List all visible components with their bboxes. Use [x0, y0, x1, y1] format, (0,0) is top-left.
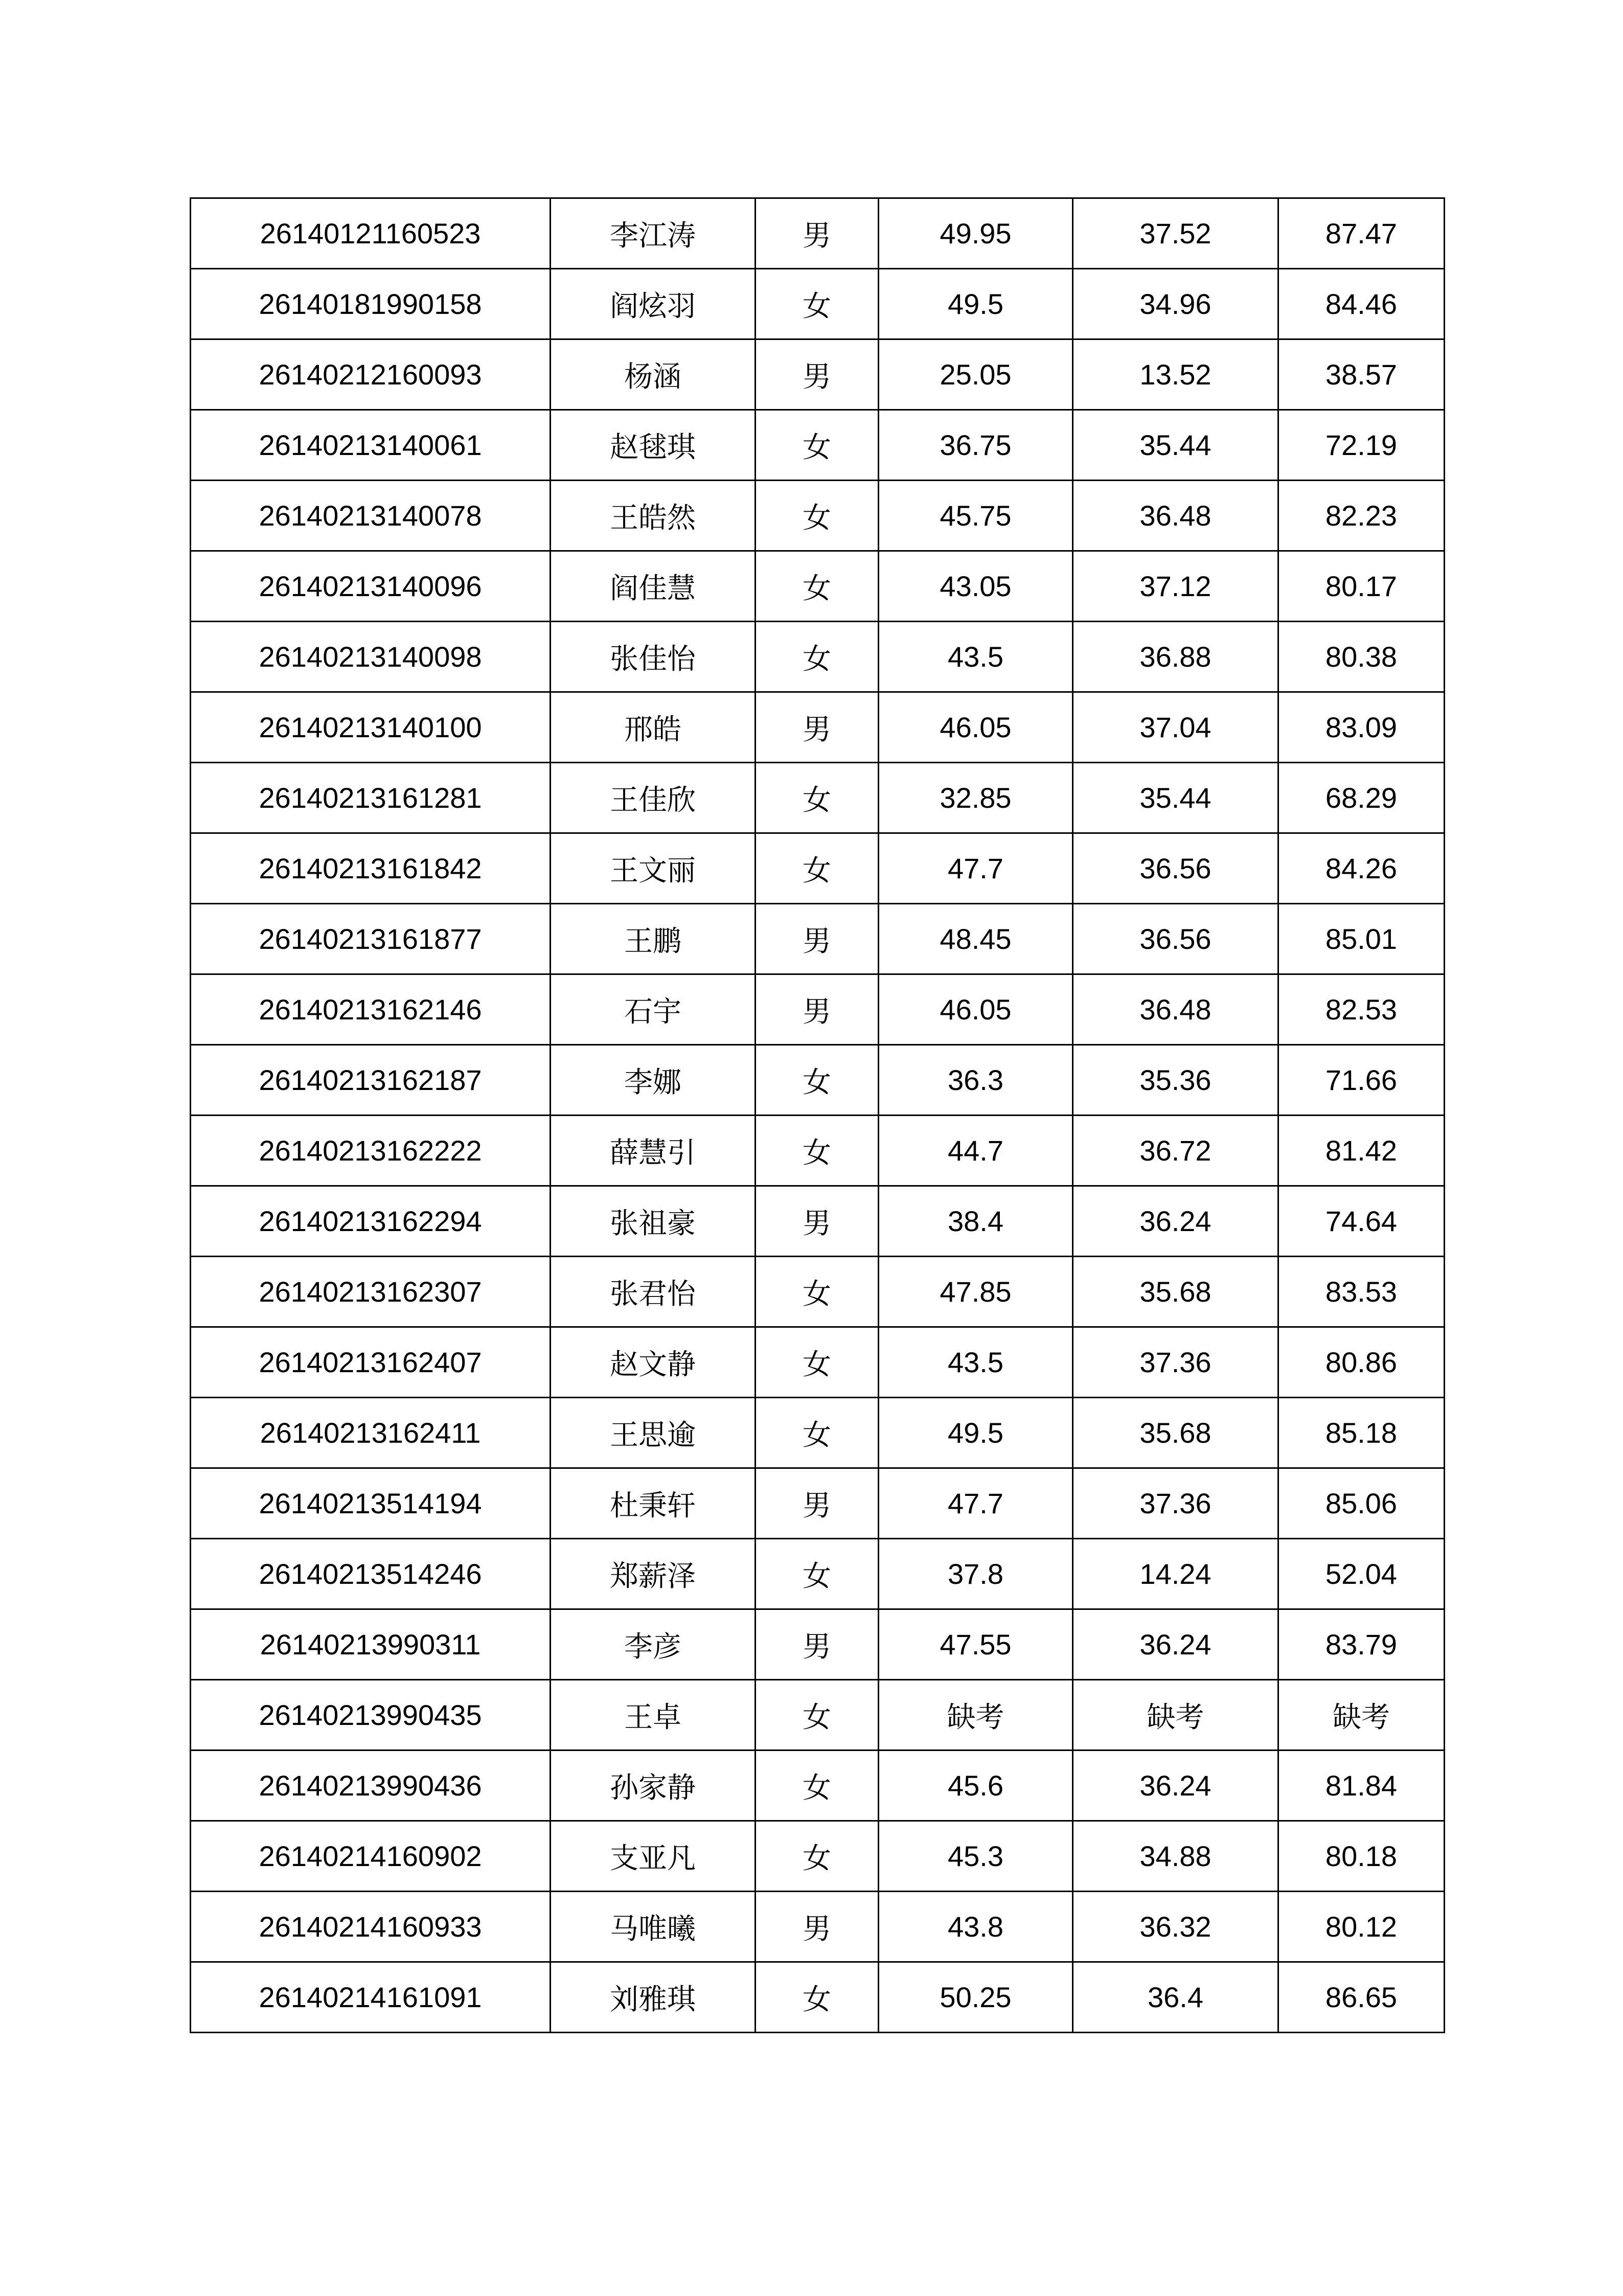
- exam-id-cell: 26140213162411: [191, 1398, 551, 1468]
- score-1-cell: 43.8: [879, 1892, 1073, 1962]
- exam-id-cell: 26140213990435: [191, 1680, 551, 1751]
- gender-cell: 男: [756, 904, 879, 974]
- score-1-cell: 45.6: [879, 1751, 1073, 1821]
- total-score-cell: 80.17: [1278, 551, 1445, 622]
- total-score-cell: 84.26: [1278, 833, 1445, 904]
- student-name-cell: 张祖豪: [551, 1186, 756, 1257]
- exam-id-cell: 26140213140078: [191, 481, 551, 551]
- table-row: [191, 1257, 1445, 1327]
- score-1-cell: 49.5: [879, 269, 1073, 339]
- score-2-cell: 36.24: [1073, 1186, 1278, 1257]
- table-row: [191, 1398, 1445, 1468]
- gender-cell: 女: [756, 410, 879, 481]
- gender-cell: 男: [756, 1468, 879, 1539]
- score-2-cell: 35.68: [1073, 1257, 1278, 1327]
- score-2-cell: 36.72: [1073, 1116, 1278, 1186]
- exam-id-cell: 26140213140098: [191, 622, 551, 692]
- gender-cell: 女: [756, 1821, 879, 1892]
- table-row: [191, 410, 1445, 481]
- total-score-cell: 72.19: [1278, 410, 1445, 481]
- table-row: [191, 481, 1445, 551]
- exam-id-cell: 26140121160523: [191, 198, 551, 269]
- total-score-cell: 83.09: [1278, 692, 1445, 763]
- table-row: [191, 1116, 1445, 1186]
- student-name-cell: 赵毬琪: [551, 410, 756, 481]
- score-1-cell: 37.8: [879, 1539, 1073, 1609]
- score-2-cell: 36.24: [1073, 1609, 1278, 1680]
- student-name-cell: 张佳怡: [551, 622, 756, 692]
- exam-id-cell: 26140213161842: [191, 833, 551, 904]
- gender-cell: 男: [756, 692, 879, 763]
- student-name-cell: 王文丽: [551, 833, 756, 904]
- exam-id-cell: 26140213514246: [191, 1539, 551, 1609]
- total-score-cell: 86.65: [1278, 1962, 1445, 2033]
- exam-id-cell: 26140213162222: [191, 1116, 551, 1186]
- total-score-cell: 74.64: [1278, 1186, 1445, 1257]
- exam-id-cell: 26140213140096: [191, 551, 551, 622]
- exam-id-cell: 26140214160902: [191, 1821, 551, 1892]
- student-name-cell: 李江涛: [551, 198, 756, 269]
- score-1-cell: 47.85: [879, 1257, 1073, 1327]
- student-name-cell: 王思逾: [551, 1398, 756, 1468]
- score-table: [190, 197, 1445, 2033]
- table-row: [191, 1609, 1445, 1680]
- score-1-cell: 36.75: [879, 410, 1073, 481]
- student-name-cell: 杜秉轩: [551, 1468, 756, 1539]
- score-2-cell: 36.56: [1073, 904, 1278, 974]
- student-name-cell: 石宇: [551, 974, 756, 1045]
- total-score-cell: 85.06: [1278, 1468, 1445, 1539]
- score-2-cell: 34.96: [1073, 269, 1278, 339]
- total-score-cell: 85.18: [1278, 1398, 1445, 1468]
- score-1-cell: 49.5: [879, 1398, 1073, 1468]
- exam-id-cell: 26140214161091: [191, 1962, 551, 2033]
- score-2-cell: 34.88: [1073, 1821, 1278, 1892]
- table-row: [191, 833, 1445, 904]
- total-score-cell: 缺考: [1278, 1680, 1445, 1751]
- gender-cell: 女: [756, 833, 879, 904]
- gender-cell: 女: [756, 551, 879, 622]
- gender-cell: 男: [756, 1609, 879, 1680]
- student-name-cell: 杨涵: [551, 339, 756, 410]
- score-1-cell: 缺考: [879, 1680, 1073, 1751]
- table-row: [191, 1751, 1445, 1821]
- student-name-cell: 赵文静: [551, 1327, 756, 1398]
- score-2-cell: 36.32: [1073, 1892, 1278, 1962]
- score-1-cell: 45.3: [879, 1821, 1073, 1892]
- score-2-cell: 37.04: [1073, 692, 1278, 763]
- score-2-cell: 14.24: [1073, 1539, 1278, 1609]
- student-name-cell: 邢皓: [551, 692, 756, 763]
- score-2-cell: 37.52: [1073, 198, 1278, 269]
- total-score-cell: 82.53: [1278, 974, 1445, 1045]
- score-2-cell: 35.44: [1073, 410, 1278, 481]
- total-score-cell: 80.18: [1278, 1821, 1445, 1892]
- student-name-cell: 阎炫羽: [551, 269, 756, 339]
- student-name-cell: 刘雅琪: [551, 1962, 756, 2033]
- exam-id-cell: 26140213140061: [191, 410, 551, 481]
- total-score-cell: 68.29: [1278, 763, 1445, 833]
- table-row: [191, 974, 1445, 1045]
- gender-cell: 女: [756, 622, 879, 692]
- score-2-cell: 36.56: [1073, 833, 1278, 904]
- score-2-cell: 13.52: [1073, 339, 1278, 410]
- exam-id-cell: 26140213514194: [191, 1468, 551, 1539]
- score-1-cell: 43.5: [879, 1327, 1073, 1398]
- exam-id-cell: 26140213162146: [191, 974, 551, 1045]
- gender-cell: 女: [756, 481, 879, 551]
- score-2-cell: 37.36: [1073, 1327, 1278, 1398]
- exam-id-cell: 26140213162407: [191, 1327, 551, 1398]
- score-1-cell: 48.45: [879, 904, 1073, 974]
- gender-cell: 女: [756, 1751, 879, 1821]
- exam-id-cell: 26140213990436: [191, 1751, 551, 1821]
- student-name-cell: 王卓: [551, 1680, 756, 1751]
- exam-id-cell: 26140213140100: [191, 692, 551, 763]
- student-name-cell: 王佳欣: [551, 763, 756, 833]
- score-2-cell: 36.4: [1073, 1962, 1278, 2033]
- gender-cell: 男: [756, 974, 879, 1045]
- score-2-cell: 36.48: [1073, 481, 1278, 551]
- score-1-cell: 38.4: [879, 1186, 1073, 1257]
- score-1-cell: 49.95: [879, 198, 1073, 269]
- total-score-cell: 71.66: [1278, 1045, 1445, 1116]
- gender-cell: 女: [756, 269, 879, 339]
- gender-cell: 男: [756, 1892, 879, 1962]
- score-2-cell: 缺考: [1073, 1680, 1278, 1751]
- student-name-cell: 阎佳慧: [551, 551, 756, 622]
- exam-id-cell: 26140214160933: [191, 1892, 551, 1962]
- score-1-cell: 46.05: [879, 692, 1073, 763]
- total-score-cell: 81.42: [1278, 1116, 1445, 1186]
- score-2-cell: 36.24: [1073, 1751, 1278, 1821]
- score-2-cell: 36.48: [1073, 974, 1278, 1045]
- total-score-cell: 85.01: [1278, 904, 1445, 974]
- table-row: [191, 551, 1445, 622]
- total-score-cell: 83.79: [1278, 1609, 1445, 1680]
- gender-cell: 女: [756, 1327, 879, 1398]
- exam-id-cell: 26140213162187: [191, 1045, 551, 1116]
- score-1-cell: 36.3: [879, 1045, 1073, 1116]
- table-row: [191, 622, 1445, 692]
- table-row: [191, 339, 1445, 410]
- table-row: [191, 1186, 1445, 1257]
- score-1-cell: 47.7: [879, 1468, 1073, 1539]
- total-score-cell: 81.84: [1278, 1751, 1445, 1821]
- table-row: [191, 692, 1445, 763]
- score-1-cell: 32.85: [879, 763, 1073, 833]
- total-score-cell: 38.57: [1278, 339, 1445, 410]
- total-score-cell: 80.12: [1278, 1892, 1445, 1962]
- table-row: [191, 1327, 1445, 1398]
- table-row: [191, 763, 1445, 833]
- total-score-cell: 84.46: [1278, 269, 1445, 339]
- gender-cell: 女: [756, 1045, 879, 1116]
- exam-id-cell: 26140213162307: [191, 1257, 551, 1327]
- exam-id-cell: 26140213990311: [191, 1609, 551, 1680]
- score-1-cell: 50.25: [879, 1962, 1073, 2033]
- gender-cell: 女: [756, 1539, 879, 1609]
- table-row: [191, 1539, 1445, 1609]
- student-name-cell: 王皓然: [551, 481, 756, 551]
- exam-id-cell: 26140181990158: [191, 269, 551, 339]
- gender-cell: 男: [756, 198, 879, 269]
- gender-cell: 男: [756, 339, 879, 410]
- student-name-cell: 薛慧引: [551, 1116, 756, 1186]
- score-2-cell: 37.12: [1073, 551, 1278, 622]
- exam-id-cell: 26140213161281: [191, 763, 551, 833]
- score-2-cell: 35.36: [1073, 1045, 1278, 1116]
- student-name-cell: 李彦: [551, 1609, 756, 1680]
- exam-id-cell: 26140213162294: [191, 1186, 551, 1257]
- score-1-cell: 47.7: [879, 833, 1073, 904]
- score-1-cell: 47.55: [879, 1609, 1073, 1680]
- gender-cell: 女: [756, 1962, 879, 2033]
- total-score-cell: 82.23: [1278, 481, 1445, 551]
- total-score-cell: 87.47: [1278, 198, 1445, 269]
- gender-cell: 女: [756, 1257, 879, 1327]
- gender-cell: 女: [756, 763, 879, 833]
- exam-id-cell: 26140213161877: [191, 904, 551, 974]
- total-score-cell: 80.38: [1278, 622, 1445, 692]
- score-table-body: [191, 198, 1445, 2033]
- score-1-cell: 45.75: [879, 481, 1073, 551]
- gender-cell: 女: [756, 1680, 879, 1751]
- score-1-cell: 43.5: [879, 622, 1073, 692]
- table-row: [191, 269, 1445, 339]
- table-row: [191, 198, 1445, 269]
- gender-cell: 女: [756, 1398, 879, 1468]
- student-name-cell: 李娜: [551, 1045, 756, 1116]
- student-name-cell: 支亚凡: [551, 1821, 756, 1892]
- score-2-cell: 37.36: [1073, 1468, 1278, 1539]
- score-2-cell: 35.68: [1073, 1398, 1278, 1468]
- score-1-cell: 43.05: [879, 551, 1073, 622]
- total-score-cell: 80.86: [1278, 1327, 1445, 1398]
- total-score-cell: 83.53: [1278, 1257, 1445, 1327]
- gender-cell: 女: [756, 1116, 879, 1186]
- table-row: [191, 1680, 1445, 1751]
- table-row: [191, 1962, 1445, 2033]
- table-row: [191, 1892, 1445, 1962]
- exam-id-cell: 26140212160093: [191, 339, 551, 410]
- student-name-cell: 张君怡: [551, 1257, 756, 1327]
- student-name-cell: 郑薪泽: [551, 1539, 756, 1609]
- score-2-cell: 35.44: [1073, 763, 1278, 833]
- table-row: [191, 904, 1445, 974]
- table-row: [191, 1468, 1445, 1539]
- table-row: [191, 1045, 1445, 1116]
- score-1-cell: 25.05: [879, 339, 1073, 410]
- score-2-cell: 36.88: [1073, 622, 1278, 692]
- score-1-cell: 46.05: [879, 974, 1073, 1045]
- total-score-cell: 52.04: [1278, 1539, 1445, 1609]
- student-name-cell: 王鹏: [551, 904, 756, 974]
- student-name-cell: 孙家静: [551, 1751, 756, 1821]
- score-1-cell: 44.7: [879, 1116, 1073, 1186]
- table-row: [191, 1821, 1445, 1892]
- gender-cell: 男: [756, 1186, 879, 1257]
- student-name-cell: 马唯曦: [551, 1892, 756, 1962]
